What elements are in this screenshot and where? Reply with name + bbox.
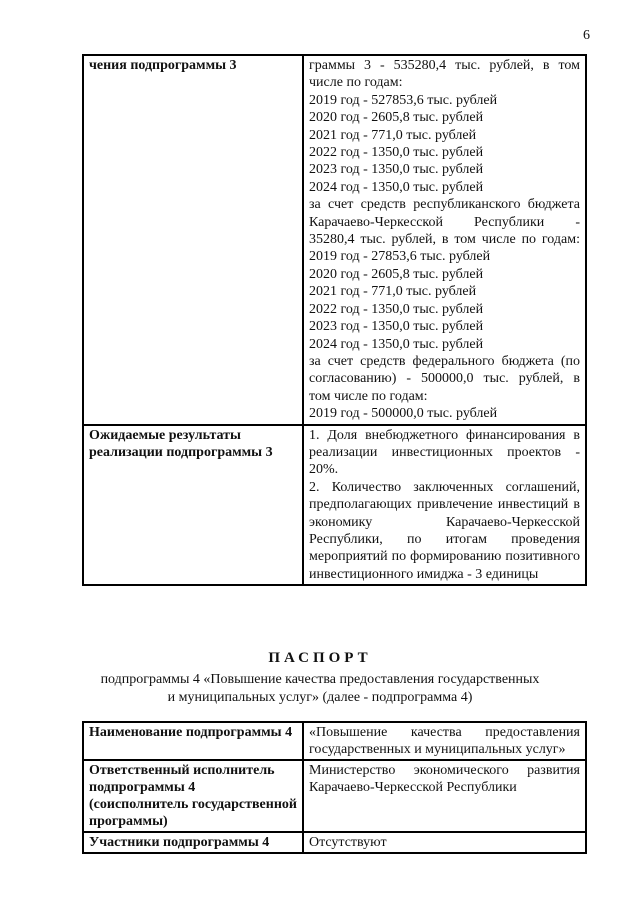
table-row	[83, 760, 586, 832]
row-label	[83, 832, 303, 853]
row-label-text: Наименование подпрограммы 4	[89, 725, 293, 740]
funding-line: числе по годам:	[309, 75, 403, 91]
funding-line: 2023 год - 1350,0 тыс. рублей	[309, 319, 484, 335]
row-value-text: Министерство экономического развития Карачаево-Черкесской Республики	[309, 763, 580, 795]
funding-line: 35280,4 тыс. рублей, в том числе по годам:	[309, 232, 580, 248]
funding-line: за счет средств федерального бюджета (по	[309, 353, 580, 369]
table-row-expected-results	[83, 425, 586, 586]
row-label-text: Участники подпрограммы 4	[89, 835, 270, 850]
funding-line: 2022 год - 1350,0 тыс. рублей	[309, 145, 484, 161]
subtitle-line: подпрограммы 4 «Повышение качества предоставления государственных	[100, 672, 540, 687]
funding-line: 2023 год - 1350,0 тыс. рублей	[309, 162, 484, 178]
funding-line: 2019 год - 27853,6 тыс. рублей	[309, 249, 491, 265]
funding-line: 2022 год - 1350,0 тыс. рублей	[309, 301, 484, 317]
subprogram-3-passport-table-continued	[82, 54, 587, 586]
subprogram-4-passport-table	[82, 721, 587, 854]
funding-line: граммы 3 - 535280,4 тыс. рублей, в том	[309, 58, 580, 73]
funding-line: 2019 год - 527853,6 тыс. рублей	[309, 92, 498, 108]
funding-line: 2024 год - 1350,0 тыс. рублей	[309, 336, 484, 352]
passport-title: ПАСПОРТ	[268, 650, 372, 666]
row-label-text: Ожидаемые результаты реализации подпрограммы 3	[89, 427, 273, 460]
expected-results-cell	[303, 425, 586, 586]
row-value-text: «Повышение качества предоставления государственных и муниципальных услуг»	[309, 725, 580, 757]
page-number: 6	[583, 28, 590, 43]
passport-subtitle	[0, 671, 640, 706]
row-label	[83, 760, 303, 832]
result-item: 2. Количество заключенных соглашений, предполагающих привлечение инвестиций в экономику Карачаево-Черкесской Республики, по итогам проведения мероприятий по формированию позитивного инвестиционного имиджа - 3 единицы	[309, 479, 580, 582]
funding-line: согласованию) - 500000,0 тыс. рублей, в	[309, 371, 580, 387]
row-label	[83, 55, 303, 425]
funding-line: за счет средств республиканского бюджета	[309, 197, 580, 213]
funding-line: Карачаево-Черкесской Республики -	[309, 214, 580, 230]
table-row	[83, 832, 586, 853]
table-row-funding	[83, 55, 586, 425]
funding-line: 2020 год - 2605,8 тыс. рублей	[309, 110, 484, 126]
funding-line: 2024 год - 1350,0 тыс. рублей	[309, 179, 484, 195]
funding-line: 2021 год - 771,0 тыс. рублей	[309, 127, 477, 143]
row-value	[303, 722, 586, 760]
row-value	[303, 832, 586, 853]
funding-line: том числе по годам:	[309, 388, 428, 404]
row-label	[83, 425, 303, 586]
subtitle-line: и муниципальных услуг» (далее - подпрограмма 4)	[167, 689, 473, 705]
row-label-text: Ответственный исполнитель подпрограммы 4 (соисполнитель государственной программы)	[89, 763, 297, 829]
funding-details-cell	[303, 55, 586, 425]
funding-line: 2021 год - 771,0 тыс. рублей	[309, 284, 477, 300]
row-label	[83, 722, 303, 760]
row-label-text: чения подпрограммы 3	[89, 58, 237, 73]
table-row	[83, 722, 586, 760]
result-item: 1. Доля внебюджетного финансирования в реализации инвестиционных проектов - 20%.	[309, 427, 580, 478]
row-value	[303, 760, 586, 832]
row-value-text: Отсутствуют	[309, 835, 387, 850]
funding-line: 2020 год - 2605,8 тыс. рублей	[309, 266, 484, 282]
funding-line: 2019 год - 500000,0 тыс. рублей	[309, 406, 498, 422]
